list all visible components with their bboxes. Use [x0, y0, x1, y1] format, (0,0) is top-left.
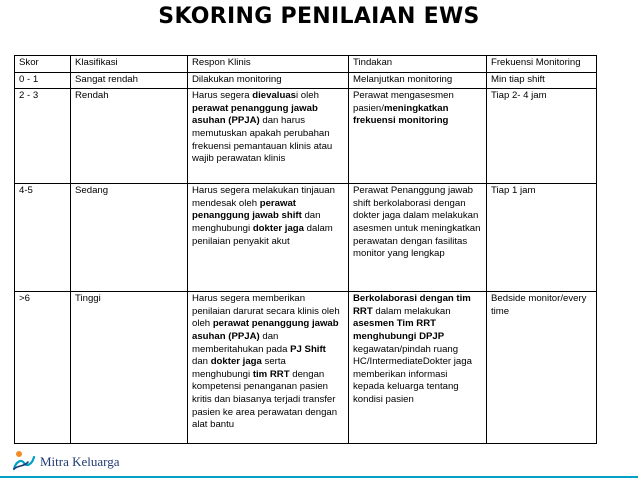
brand-name: Mitra Keluarga [40, 454, 120, 469]
respon-cell: Harus segera dievaluasi oleh perawat penanggung jawab asuhan (PPJA) dan harus memutuskan apakah perubahan frekuensi pemantauan klinis atau wajib perawatan klinis [188, 89, 349, 184]
mitra-keluarga-logo-icon [12, 449, 36, 476]
skor-cell: 2 - 3 [15, 89, 71, 184]
table-header-row [15, 56, 597, 73]
tindakan-cell: Perawat Penanggung jawab shift berkolaborasi dengan dokter jaga dalam melakukan asesmen untuk meningkatkan perawatan dengan fasilitas monitor yang lengkap [349, 184, 487, 292]
frekuensi-cell: Bedside monitor/every time [487, 292, 597, 444]
skor-cell: 4-5 [15, 184, 71, 292]
skor-cell: >6 [15, 292, 71, 444]
respon-cell: Dilakukan monitoring [188, 72, 349, 89]
tindakan-cell: Berkolaborasi dengan tim RRT dalam melakukan asesmen Tim RRT menghubungi DPJP kegawatan/pindah ruang HC/IntermediateDokter jaga memberikan informasi kepada keluarga tentang kondisi pasien [349, 292, 487, 444]
header-tindakan: Tindakan [349, 56, 487, 73]
table-row [15, 184, 597, 292]
header-frekuensi-monitoring: Frekuensi Monitoring [487, 56, 597, 73]
ews-scoring-table [14, 55, 597, 444]
frekuensi-cell: Tiap 2- 4 jam [487, 89, 597, 184]
table-row [15, 292, 597, 444]
klasifikasi-cell: Sedang [71, 184, 188, 292]
table-row [15, 72, 597, 89]
header-respon-klinis: Respon Klinis [188, 56, 349, 73]
klasifikasi-cell: Tinggi [71, 292, 188, 444]
klasifikasi-cell: Sangat rendah [71, 72, 188, 89]
skor-cell: 0 - 1 [15, 72, 71, 89]
table-row [15, 89, 597, 184]
klasifikasi-cell: Rendah [71, 89, 188, 184]
respon-cell: Harus segera memberikan penilaian darurat secara klinis oleh oleh perawat penanggung jawab asuhan (PPJA) dan memberitahukan pada PJ Shift dan dokter jaga serta menghubungi tim RRT dengan kompetensi penanganan pasien kritis dan biasanya terjadi transfer pasien ke area perawatan dengan alat bantu [188, 292, 349, 444]
respon-cell: Harus segera melakukan tinjauan mendesak oleh perawat penanggung jawab shift dan menghubungi dokter jaga dalam penilaian penyakit akut [188, 184, 349, 292]
footer-brand [12, 450, 120, 474]
tindakan-cell: Perawat mengasesmen pasien/meningkatkan frekuensi monitoring [349, 89, 487, 184]
frekuensi-cell: Tiap 1 jam [487, 184, 597, 292]
header-klasifikasi: Klasifikasi [71, 56, 188, 73]
page-title: SKORING PENILAIAN EWS [158, 4, 480, 29]
tindakan-cell: Melanjutkan monitoring [349, 72, 487, 89]
frekuensi-cell: Min tiap shift [487, 72, 597, 89]
header-skor: Skor [15, 56, 71, 73]
